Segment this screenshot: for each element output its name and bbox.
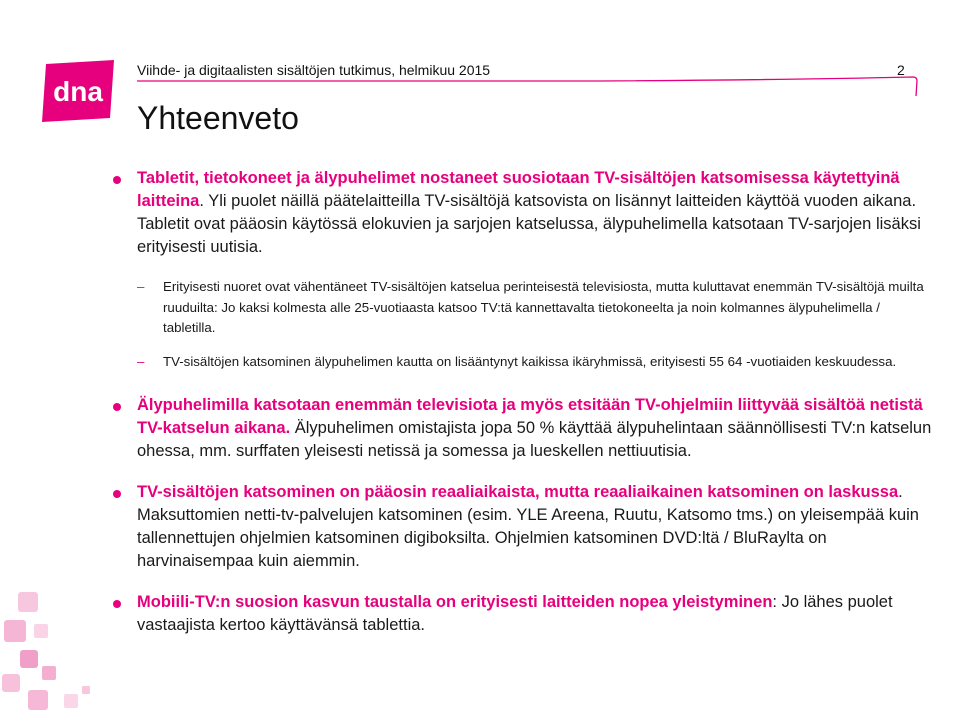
sub-bullet-text: TV-sisältöjen katsominen älypuhelimen kautta on lisääntynyt kaikissa ikäryhmissä, erityisesti 55 64 -vuotiaiden keskuudessa. bbox=[163, 353, 897, 369]
page-number: 2 bbox=[897, 62, 905, 78]
bullet-dot bbox=[113, 490, 121, 498]
bullet-item bbox=[113, 591, 933, 637]
bullet-highlight: TV-sisältöjen katsominen on pääosin reaaliaikaista, mutta reaaliaikainen katsominen on laskussa bbox=[137, 483, 899, 501]
bullet-text: . Maksuttomien netti-tv-palvelujen katsominen (esim. YLE Areena, Ruutu, Katsomo tms.) on yleisempää kuin tallennettujen ohjelmien katsominen digiboksilta. Ohjelmien katsominen DVD:ltä / BluRaylta on harvinaisempaa kuin aiemmin. bbox=[137, 483, 919, 570]
bullet-item bbox=[113, 394, 933, 463]
bullet-item bbox=[113, 481, 933, 573]
bullet-dot bbox=[113, 600, 121, 608]
decorative-squares bbox=[0, 590, 110, 720]
bullet-text: . Yli puolet näillä päätelaitteilla TV-sisältöjä katsovista on lisännyt laitteiden käyttöä vuoden aikana. Tabletit ovat pääosin käytössä elokuvien ja sarjojen katselussa, älypuhelimella katsotaan TV-sarjojen lisäksi erityisesti uutisia. bbox=[137, 192, 921, 256]
content-body bbox=[113, 167, 933, 655]
sub-bullet-text: Erityisesti nuoret ovat vähentäneet TV-sisältöjen katselua perinteisestä televisiosta, mutta kuluttavat enemmän TV-sisältöjä muilta ruuduilta: Jo kaksi kolmesta alle 25-vuotiaasta katsoo TV:tä kannettavalta tietokoneelta ja noin kolmannes älypuhelimella / tabletilla. bbox=[163, 279, 924, 335]
sub-bullet-item bbox=[113, 352, 933, 373]
bullet-highlight: Tabletit, tietokoneet ja älypuhelimet nostaneet suosiotaan TV-sisältöjen katsomisessa käytettyinä laitteina bbox=[137, 169, 900, 210]
sub-bullet-item bbox=[113, 277, 933, 339]
bullet-item bbox=[113, 167, 933, 259]
sub-bullet-list bbox=[113, 277, 933, 372]
bullet-text: Älypuhelimen omistajista jopa 50 % käyttää älypuhelintaan säännöllisesti TV:n katselun ohessa, mm. surffaten yleisesti netissä ja somessa ja lueskellen nettiuutisia. bbox=[137, 419, 932, 460]
header-text: Viihde- ja digitaalisten sisältöjen tutkimus, helmikuu 2015 bbox=[137, 62, 491, 78]
bullet-text: : Jo lähes puolet vastaajista kertoo käyttävänsä tablettia. bbox=[137, 593, 893, 634]
dash-marker: – bbox=[137, 353, 145, 369]
logo-text: dna bbox=[53, 76, 103, 107]
bullet-highlight: Älypuhelimilla katsotaan enemmän televisiota ja myös etsitään TV-ohjelmiin liittyvää sisältöä netistä TV-katselun aikana. bbox=[137, 396, 923, 437]
bullet-dot bbox=[113, 176, 121, 184]
bullet-highlight: Mobiili-TV:n suosion kasvun taustalla on erityisesti laitteiden nopea yleistyminen bbox=[137, 593, 773, 611]
header-divider bbox=[0, 0, 960, 100]
dash-marker: – bbox=[137, 279, 145, 294]
page-title: Yhteenveto bbox=[137, 100, 299, 136]
bullet-dot bbox=[113, 403, 121, 411]
